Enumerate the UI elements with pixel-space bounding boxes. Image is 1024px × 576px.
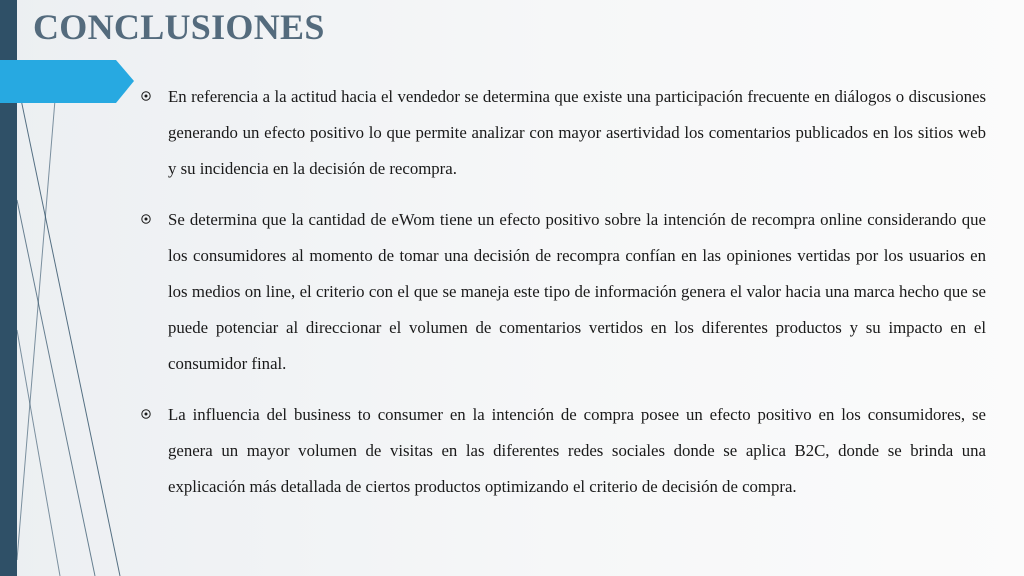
circled-dot-icon (141, 91, 151, 101)
circled-dot-icon (141, 409, 151, 419)
bullet-text: En referencia a la actitud hacia el vendedor se determina que existe una participación frecuente en diálogos o discusiones generando un efecto positivo lo que permite analizar con mayor asertividad los comentarios publicados en los sitios web y su incidencia en la decisión de recompra. (168, 87, 986, 178)
bullet-item (140, 397, 986, 504)
bullet-item (140, 79, 986, 186)
bullet-text: La influencia del business to consumer en la intención de compra posee un efecto positivo en los consumidores, se genera un mayor volumen de visitas en las diferentes redes sociales donde se aplica B2C, donde se brinda una explicación más detallada de ciertos productos optimizando el criterio de decisión de compra. (168, 405, 986, 496)
slide-title: CONCLUSIONES (33, 7, 325, 47)
circled-dot-icon (141, 214, 151, 224)
accent-arrow (0, 60, 134, 103)
bullet-text: Se determina que la cantidad de eWom tiene un efecto positivo sobre la intención de recompra online considerando que los consumidores al momento de tomar una decisión de recompra confían en las opiniones vertidas por los usuarios en los medios on line, el criterio con el que se maneja este tipo de información genera el valor hacia una marca hecho que se puede potenciar al direccionar el volumen de comentarios vertidos en los diferentes productos y su impacto en el consumidor final. (168, 210, 986, 373)
bullet-item (140, 202, 986, 381)
bullet-list (140, 79, 986, 521)
